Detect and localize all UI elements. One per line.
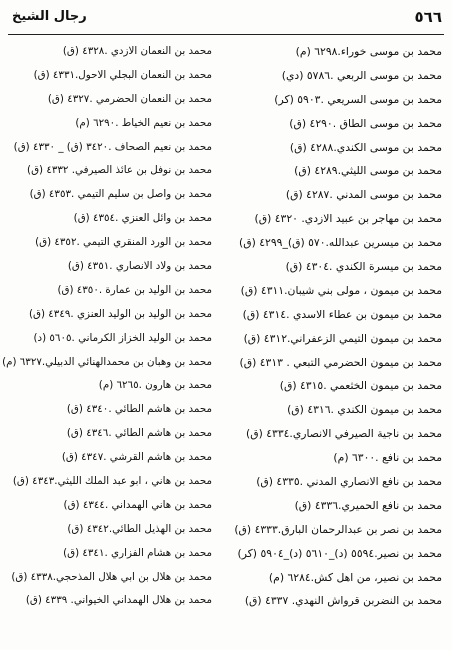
list-item: محمد بن الهذيل الطائي.٤٣٤٢ (ق) xyxy=(67,522,212,535)
list-item: محمد بن ميسرة الكندي .٤٣٠٤ (ق) xyxy=(285,260,442,274)
list-item: محمد بن ميمون الحضرمي التبعي . ٤٣١٣ (ق) xyxy=(239,355,442,369)
list-item: محمد بن نعيم الصحاف .٣٤٢٠ (ق) _ ٤٣٣٠ (ق) xyxy=(13,140,212,153)
list-item: محمد بن هاشم الطائي .٤٣٤٦ (ق) xyxy=(66,427,212,440)
list-item: محمد بن موسى الليثي.٤٢٨٩ (ق) xyxy=(294,164,442,178)
list-item: محمد بن الوليد بن الوليد العنزي .٤٣٤٩ (ق) xyxy=(28,307,212,320)
list-item: محمد بن موسى الكندي.٤٢٨٨ (ق) xyxy=(289,140,442,154)
list-item: محمد بن هلال بن ابي هلال المذحجي.٤٣٣٨ (ق) xyxy=(11,570,212,583)
header-rule xyxy=(8,34,444,35)
list-item: محمد بن ناجية الصيرفي الانصاري.٤٣٣٤ (ق) xyxy=(245,427,442,441)
list-item: محمد بن مهاجر بن عبيد الازدي. ٤٣٢٠ (ق) xyxy=(254,212,442,226)
page-header xyxy=(12,6,442,30)
list-item: محمد بن موسى السريعي .٥٩٠٣ (كر) xyxy=(274,92,442,106)
list-item: محمد بن ميمون ، مولى بني شيبان.٤٣١١ (ق) xyxy=(240,283,442,297)
list-item: محمد بن نصير.٥٥٩٤ (د)_٥٦١٠ (د)_٥٩٠٤ (كر) xyxy=(237,546,442,560)
list-item: محمد بن وهبان بن محمدالهنائي الدبيلي.٦٣٢٧ (م) xyxy=(2,355,212,368)
list-item: محمد بن هارون .٦٢٦٥ (م) xyxy=(98,379,212,392)
list-item: محمد بن النضربن قرواش النهدي. ٤٣٣٧ (ق) xyxy=(244,594,442,608)
list-item: محمد بن النعمان البجلي الاحول.٤٣٣١ (ق) xyxy=(33,68,212,81)
list-item: محمد بن موسى المدني .٤٢٨٧ (ق) xyxy=(285,188,442,202)
list-item: محمد بن نافع .٦٣٠٠ (م) xyxy=(333,451,442,465)
running-title: رجال الشيخ xyxy=(12,9,87,24)
list-item: محمد بن ميمون الكندي .٤٣١٦ (ق) xyxy=(287,403,442,417)
list-item: محمد بن هاشم الطائي .٤٣٤٠ (ق) xyxy=(66,403,212,416)
list-item: محمد بن ميسرين عبدالله.٥٧٠ (ق)_٤٢٩٩ (ق) xyxy=(239,236,442,250)
list-item: محمد بن موسى الطاق .٤٢٩٠ (ق) xyxy=(289,116,442,130)
list-item: محمد بن النعمان الحضرمي .٤٣٢٧ (ق) xyxy=(47,92,212,105)
page-number: ٥٦٦ xyxy=(414,8,442,26)
list-item: محمد بن نصير، من اهل كش.٦٢٨٤ (م) xyxy=(268,570,442,584)
right-column xyxy=(230,40,442,620)
list-item: محمد بن هلال الهمداني الخيواني. ٤٣٣٩ (ق) xyxy=(25,594,212,607)
list-item: محمد بن الورد المنقري التيمي .٤٣٥٢ (ق) xyxy=(35,236,212,249)
list-item: محمد بن هشام الفزاري .٤٣٤١ (ق) xyxy=(63,546,212,559)
list-item: محمد بن واصل بن سليم التيمي .٤٣٥٣ (ق) xyxy=(29,188,212,201)
list-item: محمد بن ميمون بن عطاء الاسدي .٤٣١٤ (ق) xyxy=(242,307,442,321)
list-item: محمد بن موسى الربعي .٥٧٨٦ (دي) xyxy=(281,68,442,82)
list-item: محمد بن نافع الانصاري المدني .٤٣٣٥ (ق) xyxy=(256,475,442,489)
list-item: محمد بن هاشم القرشي .٤٣٤٧ (ق) xyxy=(61,451,212,464)
list-item: محمد بن نافع الحميري.٤٣٣٦ (ق) xyxy=(294,498,442,512)
list-item: محمد بن نصر بن عبدالرحمان البارق.٤٣٣٣ (ق) xyxy=(234,522,442,536)
list-item: محمد بن وائل العنزي .٤٣٥٤ (ق) xyxy=(73,212,212,225)
left-column xyxy=(2,40,212,620)
list-item: محمد بن ميمون التيمي الزعفراني.٤٣١٢ (ق) xyxy=(243,331,442,345)
list-item: محمد بن ولاد الانصاري .٤٣٥١ (ق) xyxy=(67,260,212,273)
list-item: محمد بن ميمون الخثعمي .٤٣١٥ (ق) xyxy=(279,379,442,393)
list-item: محمد بن الوليد بن عمارة .٤٣٥٠ (ق) xyxy=(57,283,212,296)
list-item: محمد بن هاني الهمداني .٤٣٤٤ (ق) xyxy=(63,498,212,511)
list-item: محمد بن نعيم الخياط .٦٢٩٠ (م) xyxy=(75,116,212,129)
list-item: محمد بن موسى خوراء.٦٢٩٨ (م) xyxy=(295,45,442,58)
list-item: محمد بن هاني ، ابو عبد الملك الليثي.٤٣٤٣ (ق) xyxy=(12,475,212,488)
list-item: محمد بن نوفل بن عائذ الصيرفي. ٤٣٣٢ (ق) xyxy=(27,164,212,177)
list-item: محمد بن الوليد الخزاز الكرماني .٥٦٠٥ (د) xyxy=(33,331,212,344)
list-item: محمد بن النعمان الازدي .٤٣٢٨ (ق) xyxy=(62,45,212,57)
